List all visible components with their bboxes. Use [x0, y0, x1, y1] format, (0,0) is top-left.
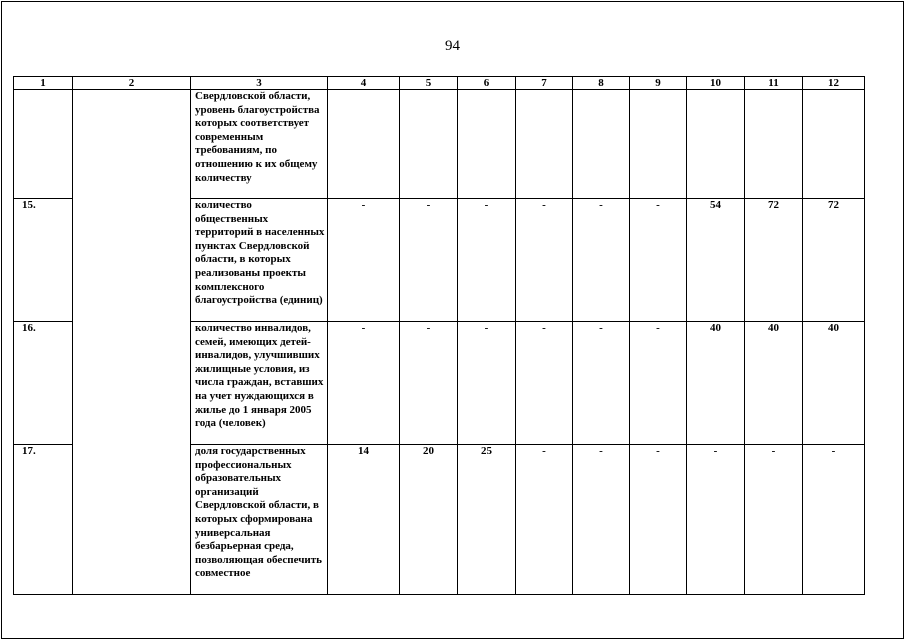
column-header: 11: [745, 77, 803, 90]
value-cell: 14: [328, 445, 400, 595]
value-cell: -: [328, 199, 400, 322]
page-number: 94: [445, 38, 460, 54]
value-cell: -: [400, 199, 458, 322]
value-cell: -: [803, 445, 865, 595]
indicator-description: Свердловской области, уровень благоустройства которых соответствует современным требованиям, по отношению к их общему количеству: [191, 90, 328, 199]
value-cell: -: [458, 199, 516, 322]
value-cell: 72: [745, 199, 803, 322]
value-cell: -: [630, 322, 687, 445]
category-cell: [73, 90, 191, 595]
value-cell: -: [573, 199, 630, 322]
value-cell: [630, 90, 687, 199]
value-cell: [328, 90, 400, 199]
indicator-description: доля государственных профессиональных образовательных организаций Свердловской области, в которых сформирована универсальная безбарьерная среда, позволяющая обеспечить совместное: [191, 445, 328, 595]
value-cell: [745, 90, 803, 199]
value-cell: [803, 90, 865, 199]
column-header: 8: [573, 77, 630, 90]
value-cell: -: [745, 445, 803, 595]
row-index: 15.: [14, 199, 73, 322]
column-header: 7: [516, 77, 573, 90]
column-header: 12: [803, 77, 865, 90]
indicator-description: количество общественных территорий в населенных пунктах Свердловской области, в которых реализованы проекты комплексного благоустройства (единиц): [191, 199, 328, 322]
value-cell: 40: [803, 322, 865, 445]
indicator-description: количество инвалидов, семей, имеющих детей-инвалидов, улучшивших жилищные условия, из числа граждан, вставших на учет нуждающихся в жилье до 1 января 2005 года (человек): [191, 322, 328, 445]
value-cell: -: [400, 322, 458, 445]
value-cell: -: [328, 322, 400, 445]
value-cell: 40: [687, 322, 745, 445]
column-header: 3: [191, 77, 328, 90]
value-cell: -: [687, 445, 745, 595]
row-index: [14, 90, 73, 199]
column-header: 6: [458, 77, 516, 90]
value-cell: 40: [745, 322, 803, 445]
value-cell: [516, 90, 573, 199]
table-row: [14, 90, 865, 199]
value-cell: [400, 90, 458, 199]
row-index: 16.: [14, 322, 73, 445]
value-cell: -: [516, 322, 573, 445]
column-header: 10: [687, 77, 745, 90]
value-cell: -: [573, 322, 630, 445]
value-cell: [573, 90, 630, 199]
value-cell: [458, 90, 516, 199]
column-header: 4: [328, 77, 400, 90]
value-cell: 72: [803, 199, 865, 322]
value-cell: [687, 90, 745, 199]
value-cell: -: [630, 199, 687, 322]
data-table: [13, 76, 865, 595]
document-page: [1, 1, 904, 639]
column-header: 9: [630, 77, 687, 90]
value-cell: -: [630, 445, 687, 595]
value-cell: 20: [400, 445, 458, 595]
column-number-row: [14, 77, 865, 90]
value-cell: -: [573, 445, 630, 595]
value-cell: -: [458, 322, 516, 445]
column-header: 5: [400, 77, 458, 90]
value-cell: 25: [458, 445, 516, 595]
row-index: 17.: [14, 445, 73, 595]
column-header: 2: [73, 77, 191, 90]
value-cell: 54: [687, 199, 745, 322]
column-header: 1: [14, 77, 73, 90]
value-cell: -: [516, 199, 573, 322]
value-cell: -: [516, 445, 573, 595]
